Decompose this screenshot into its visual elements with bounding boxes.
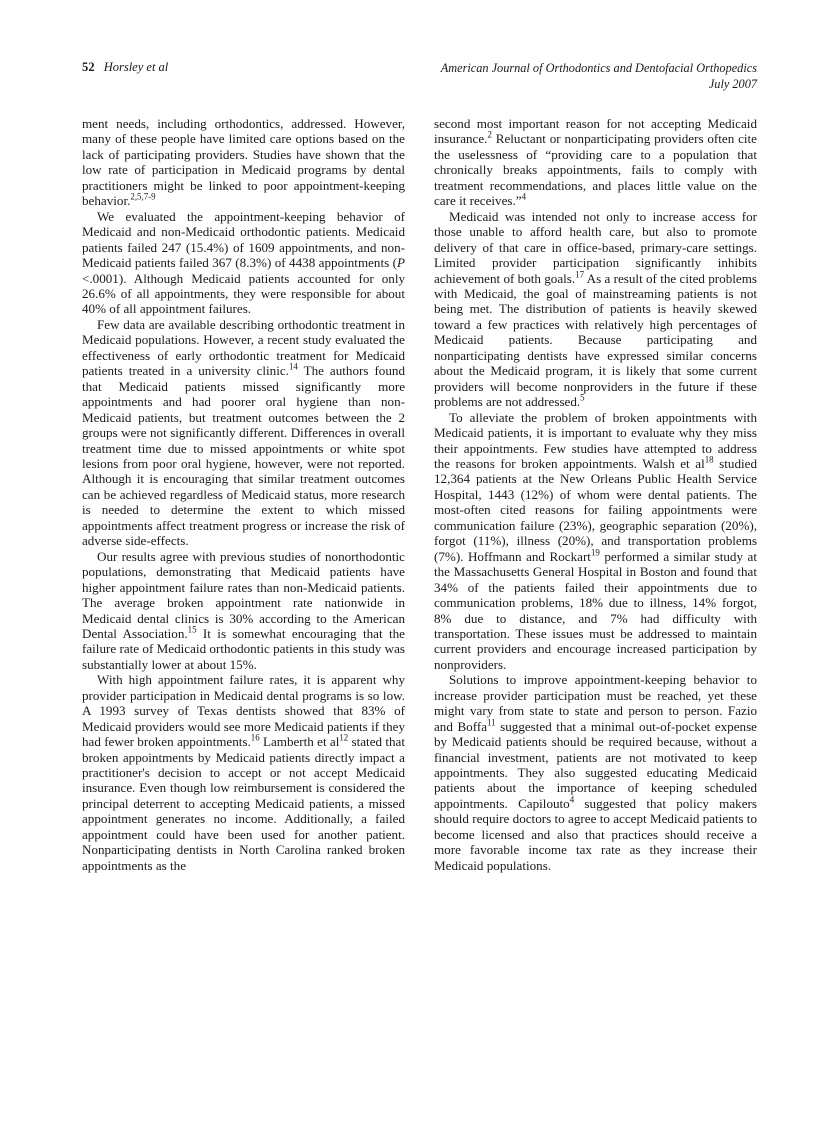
body-paragraph: second most important reason for not accepting Medicaid insurance.$^2$ Reluctant or nonparticipating providers often cite the uselessness of “providing care to a population that chronically breaks appointments, fails to comply with treatment recommendations, and places little value on the care it receives.”$^4$ xyxy=(434,116,757,209)
running-head-right xyxy=(441,60,757,92)
body-paragraph: Few data are available describing orthodontic treatment in Medicaid populations. However, a recent study evaluated the effectiveness of early orthodontic treatment for Medicaid patients treated in a university clinic.$^{14}$ The authors found that Medicaid patients missed significantly more appointments and had poorer oral hygiene than non-Medicaid patients, but treatment outcomes between the 2 groups were not significantly different. Differences in overall treatment time due to missed appointments or white spot lesions from poor oral hygiene, however, were not reported. Although it is encouraging that similar treatment outcomes can be achieved regardless of Medicaid status, more research is needed to determine the extent to which missed appointments affect treatment progress or increase the risk of adverse side-effects. xyxy=(82,316,405,549)
left-column xyxy=(82,116,405,873)
journal-title: American Journal of Orthodontics and Dentofacial Orthopedics xyxy=(440,61,757,75)
body-paragraph: Our results agree with previous studies of nonorthodontic populations, demonstrating that Medicaid patients have higher appointment failure rates than non-Medicaid patients. The average broken appointment rate nationwide in Medicaid dental clinics is 30% according to the American Dental Association.$^{15}$ It is somewhat encouraging that the failure rate of Medicaid orthodontic patients in this study was substantially lower at about 15%. xyxy=(82,548,405,672)
body-columns xyxy=(82,116,757,873)
body-paragraph: To alleviate the problem of broken appointments with Medicaid patients, it is important to evaluate why they miss their appointments. Few studies have attempted to address the reasons for broken appointments. Walsh et $al^{18}$ studied 12,364 patients at the New Orleans Public Health Service Hospital, 1443 (12%) of whom were dental patients. The most-often cited reasons for failing appointments were communication failure (23%), geographic separation (20%), forgot (11%), illness (20%), and transportation problems (7%). Hoffmann and Rockart$^{19}$ performed a similar study at the Massachusetts General Hospital in Boston and found that 34% of the patients failed their appointments due to communication problems, 18% due to illness, 14% forgot, 8% due to distance, and 7% had difficulty with transportation. These issues must be addressed to maintain current providers and encourage increased participation by nonproviders. xyxy=(434,409,757,672)
body-paragraph: We evaluated the appointment-keeping behavior of Medicaid and non-Medicaid orthodontic patients. Medicaid patients failed 247 (15.4%) of 1609 appointments, and non-Medicaid patients failed 367 (8.3%) of 4438 appointments (P <.0001). Although Medicaid patients accounted for only 26.6% of all appointments, they were responsible for about 40% of all appointment failures. xyxy=(82,208,405,317)
reference-marker: 2,5,7-9 xyxy=(130,191,156,202)
page-number: 52 xyxy=(82,60,95,74)
body-paragraph: Solutions to improve appointment-keeping behavior to increase provider participation must be reached, yet these might vary from state to state and person to person. Fazio and Boffa$^{11}$ suggested that a minimal out-of-pocket expense by Medicaid patients should be required because, without a financial investment, patients are not motivated to keep appointments. They also suggested educating Medicaid patients about the importance of keeping scheduled appointments. Capilouto$^4$ suggested that policy makers should require doctors to agree to accept Medicaid patients to become licensed and also that practices should receive a more favorable income tax rate as they increase their Medicaid populations. xyxy=(434,672,757,873)
body-paragraph: With high appointment failure rates, it is apparent why provider participation in Medicaid dental programs is so low. A 1993 survey of Texas dentists showed that 83% of Medicaid providers would see more Medicaid patients if they had fewer broken appointments.$^{16}$ Lamberth et $al^{12}$ stated that broken appointments by Medicaid patients directly impact a practitioner's decision to accept or not accept Medicaid insurance. Even though low reimbursement is considered the principal deterrent to accepting Medicaid patients, a missed appointment generates no income. Additionally, a failed appointment could have been used for another patient. Nonparticipating dentists in North Carolina ranked broken appointments as the xyxy=(82,672,405,873)
body-paragraph: Medicaid was intended not only to increase access for those unable to afford health care, but also to promote delivery of that care in office-based, primary-care settings. Limited provider participation significantly inhibits achievement of both goals.$^{17}$ As a result of the cited problems with Medicaid, the goal of mainstreaming patients is not being met. The distribution of patients is heavily skewed toward a few practices with relatively high percentages of Medicaid patients. Because participating and nonparticipating dentists have expressed similar concerns about the Medicaid program, it is likely that some current providers will become nonproviders in the future if these problems are not addressed.$^5$ xyxy=(434,208,757,410)
body-paragraph: ment needs, including orthodontics, addressed. However, many of these people have limited care options based on the lack of participating providers. Studies have shown that the low rate of participation in Medicaid programs by dental practitioners might be linked to poor appointment-keeping behavior.$^{2,5,7-9}$ xyxy=(82,116,405,209)
running-head-authors: Horsley et al xyxy=(103,60,169,74)
running-head xyxy=(82,60,757,102)
right-column xyxy=(434,116,757,873)
running-head-left xyxy=(82,60,168,75)
issue-date: July 2007 xyxy=(708,77,757,91)
